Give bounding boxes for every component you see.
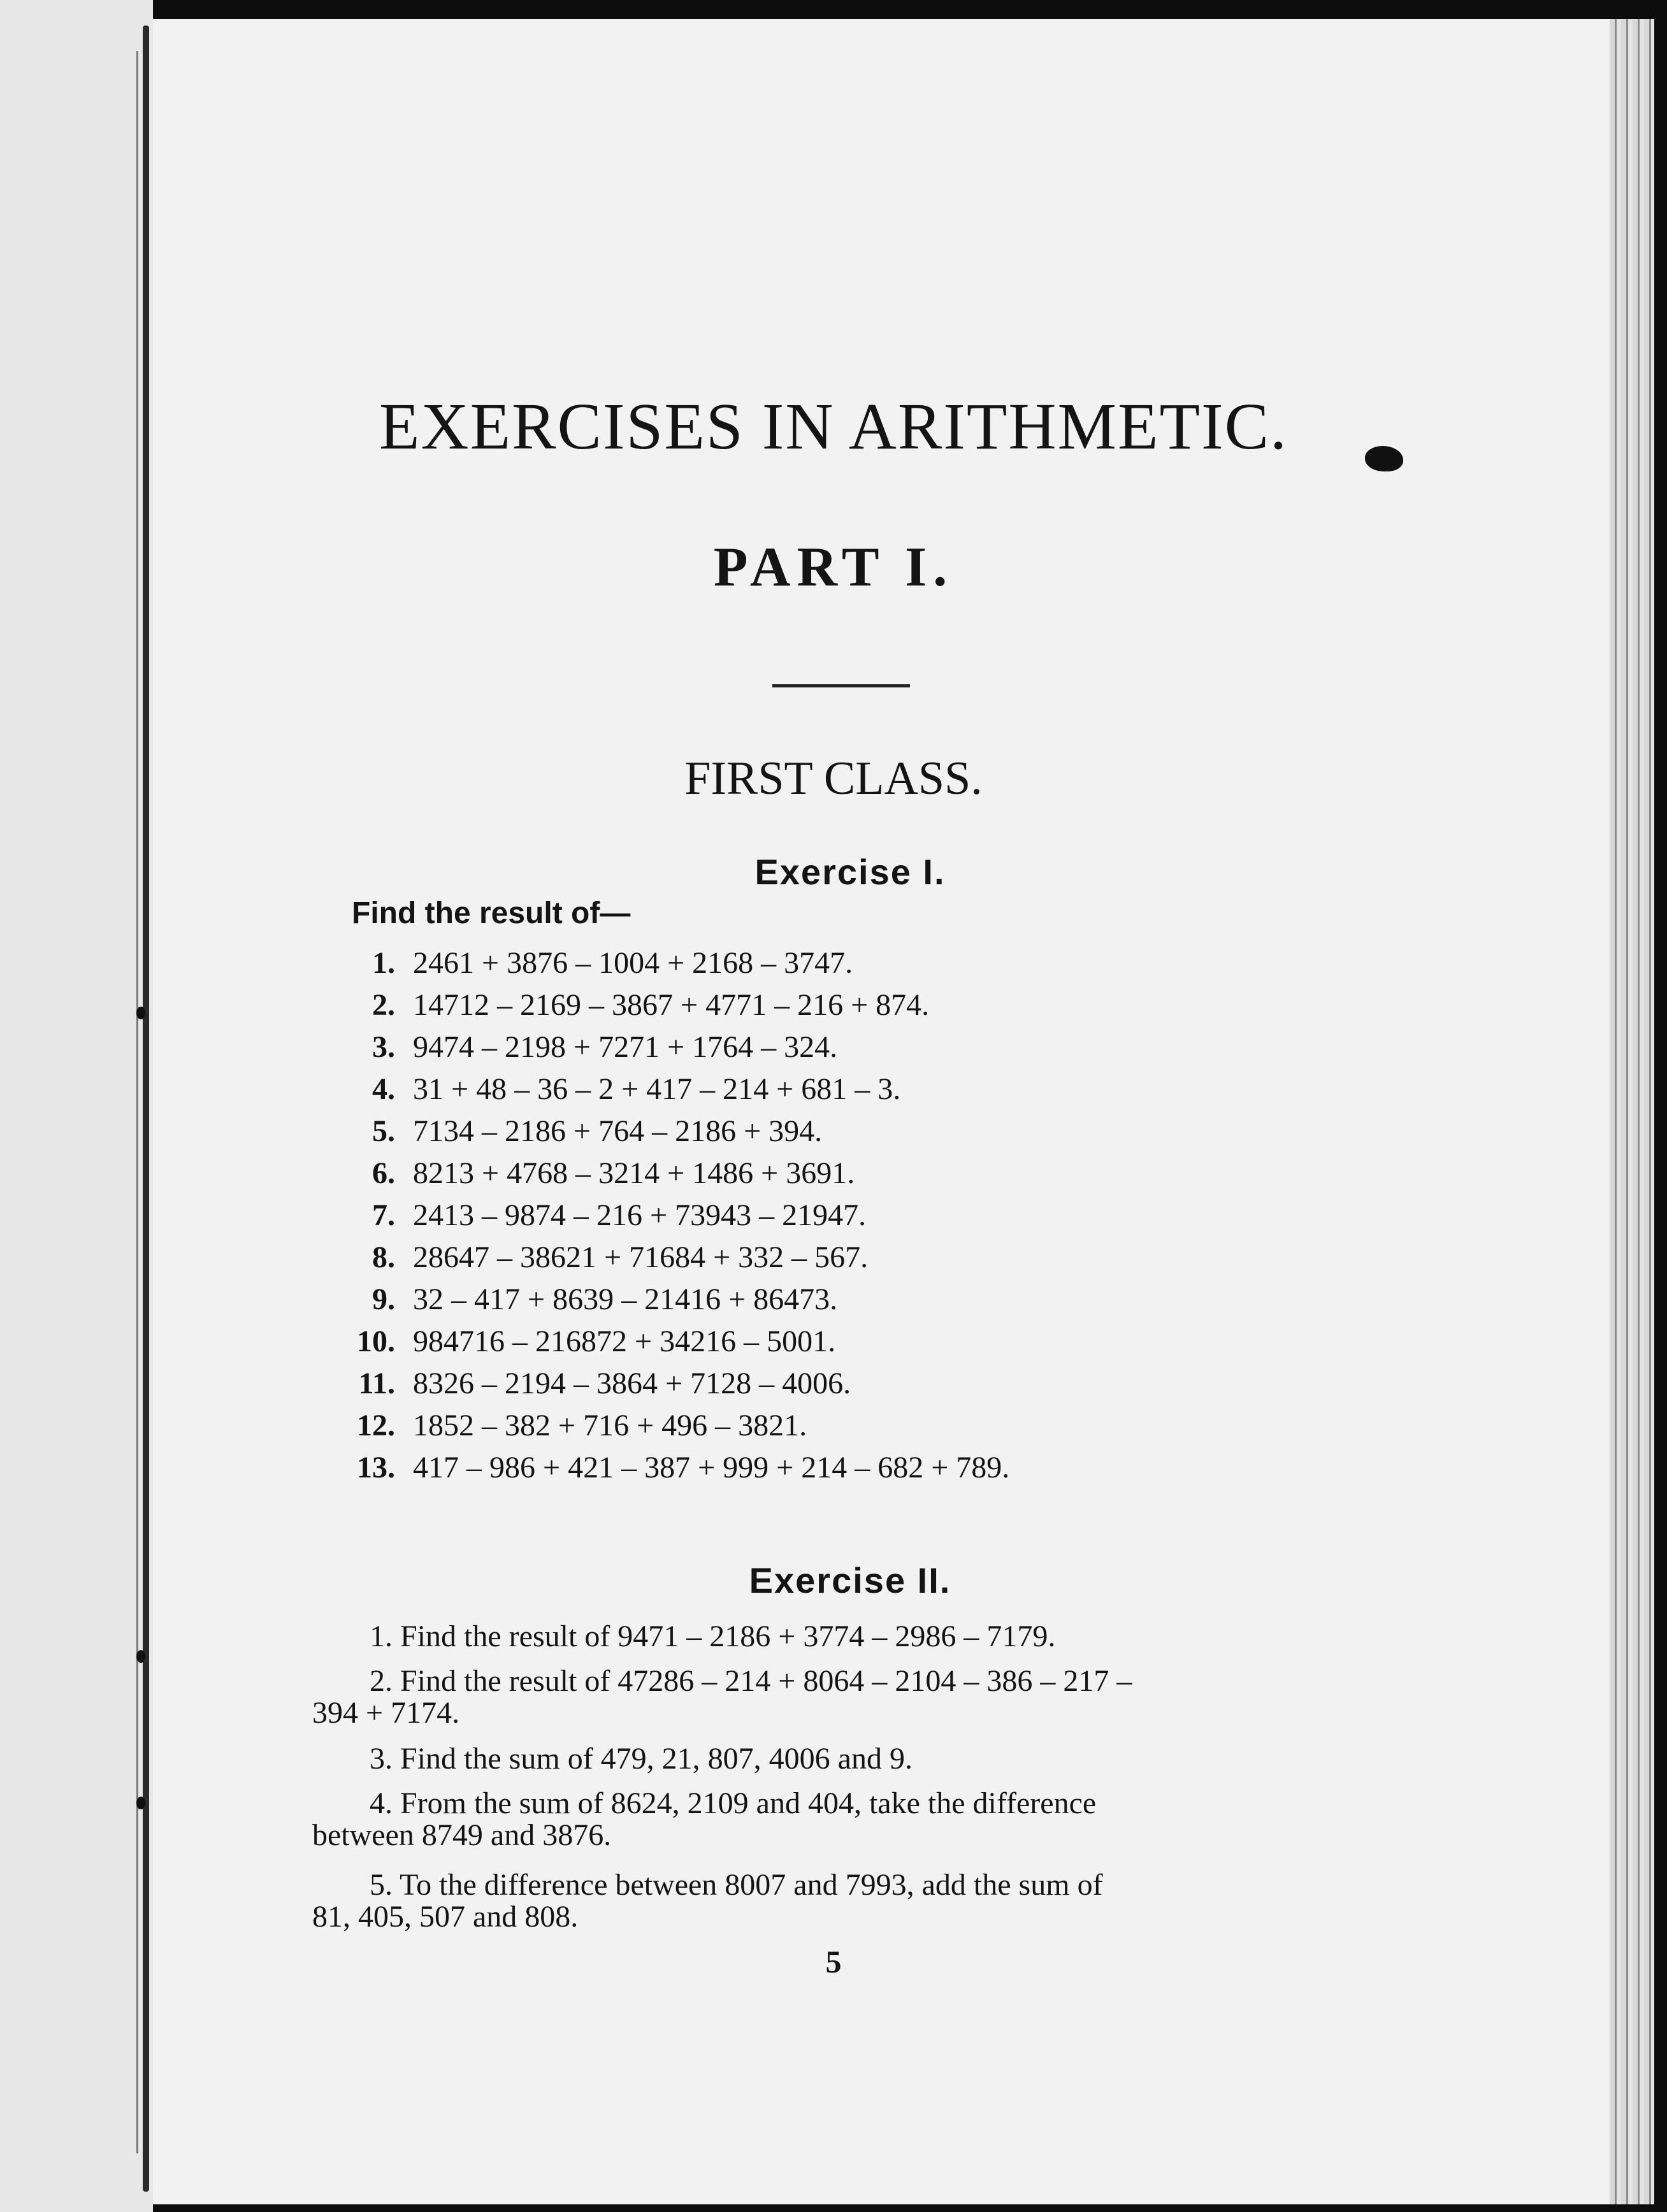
problem-expression: 7134 – 2186 + 764 – 2186 + 394. xyxy=(413,1114,823,1148)
exercise-2-item-text: 3. Find the sum of 479, 21, 807, 4006 and 9. xyxy=(370,1742,913,1776)
problem-number: 12. xyxy=(357,1409,395,1442)
exercise-1-intro: Find the result of— xyxy=(352,896,631,930)
problem-item xyxy=(0,1366,1274,1408)
class-heading: FIRST CLASS. xyxy=(684,752,983,805)
problem-number: 10. xyxy=(357,1325,395,1358)
problem-number: 1. xyxy=(372,946,395,980)
problem-number: 7. xyxy=(372,1198,395,1232)
problem-item xyxy=(0,1072,1274,1114)
problem-item xyxy=(0,945,1274,988)
exercise-2-item-continuation: 81, 405, 507 and 808. xyxy=(312,1900,579,1934)
problem-number: 8. xyxy=(372,1240,395,1274)
margin-mark xyxy=(136,1650,145,1663)
problem-expression: 8326 – 2194 – 3864 + 7128 – 4006. xyxy=(413,1367,851,1400)
problem-expression: 31 + 48 – 36 – 2 + 417 – 214 + 681 – 3. xyxy=(413,1072,901,1106)
exercise-2-item-continuation: between 8749 and 3876. xyxy=(312,1818,612,1852)
page-title: EXERCISES IN ARITHMETIC. xyxy=(379,390,1288,463)
exercise-2-item-continuation: 394 + 7174. xyxy=(312,1696,460,1730)
margin-mark xyxy=(136,1797,145,1809)
problem-item xyxy=(0,1408,1274,1450)
exercise-2-item-text: 4. From the sum of 8624, 2109 and 404, take the difference xyxy=(370,1786,1097,1820)
problem-item xyxy=(0,1240,1274,1282)
problem-item xyxy=(0,1324,1274,1366)
exercise-2-item xyxy=(312,1788,1364,1851)
problem-item xyxy=(0,1114,1274,1156)
problem-expression: 28647 – 38621 + 71684 + 332 – 567. xyxy=(413,1240,869,1274)
exercise-2-item-text: 5. To the difference between 8007 and 7993, add the sum of xyxy=(370,1868,1103,1902)
problem-expression: 32 – 417 + 8639 – 21416 + 86473. xyxy=(413,1282,838,1316)
page-stack-edge xyxy=(1610,19,1654,2204)
problem-number: 6. xyxy=(372,1156,395,1190)
problem-item xyxy=(0,1030,1274,1072)
problem-number: 3. xyxy=(372,1030,395,1064)
exercise-2-item xyxy=(312,1621,1364,1653)
exercise-2-item-text: 2. Find the result of 47286 – 214 + 8064 – 2104 – 386 – 217 – xyxy=(370,1664,1132,1698)
problem-item xyxy=(0,988,1274,1030)
problem-number: 2. xyxy=(372,988,395,1022)
problem-item xyxy=(0,1198,1274,1240)
problem-number: 4. xyxy=(372,1072,395,1106)
problem-item xyxy=(0,1156,1274,1198)
exercise-2-heading: Exercise II. xyxy=(749,1560,951,1600)
scan-top-border xyxy=(0,0,1667,19)
problem-item xyxy=(0,1450,1274,1492)
problem-number: 5. xyxy=(372,1114,395,1148)
problem-expression: 9474 – 2198 + 7271 + 1764 – 324. xyxy=(413,1030,838,1064)
page-number: 5 xyxy=(825,1944,842,1979)
problem-expression: 14712 – 2169 – 3867 + 4771 – 216 + 874. xyxy=(413,988,930,1022)
exercise-2-item xyxy=(312,1665,1364,1729)
problem-expression: 984716 – 216872 + 34216 – 5001. xyxy=(413,1325,836,1358)
problem-expression: 417 – 986 + 421 – 387 + 999 + 214 – 682 + 789. xyxy=(413,1451,1010,1484)
exercise-2-item-text: 1. Find the result of 9471 – 2186 + 3774 – 2986 – 7179. xyxy=(370,1620,1056,1653)
exercise-2-item xyxy=(312,1743,1364,1775)
section-divider xyxy=(772,684,910,687)
problem-expression: 2461 + 3876 – 1004 + 2168 – 3747. xyxy=(413,946,853,980)
exercise-2-item xyxy=(312,1869,1364,1933)
problem-number: 13. xyxy=(357,1451,395,1484)
part-heading: PART I. xyxy=(713,536,954,598)
problem-expression: 2413 – 9874 – 216 + 73943 – 21947. xyxy=(413,1198,867,1232)
problem-number: 9. xyxy=(372,1282,395,1316)
problem-expression: 8213 + 4768 – 3214 + 1486 + 3691. xyxy=(413,1156,855,1190)
problem-item xyxy=(0,1282,1274,1324)
problem-expression: 1852 – 382 + 716 + 496 – 3821. xyxy=(413,1409,807,1442)
scan-right-border xyxy=(1654,0,1667,2212)
exercise-1-heading: Exercise I. xyxy=(754,852,946,892)
problem-number: 11. xyxy=(358,1367,395,1400)
